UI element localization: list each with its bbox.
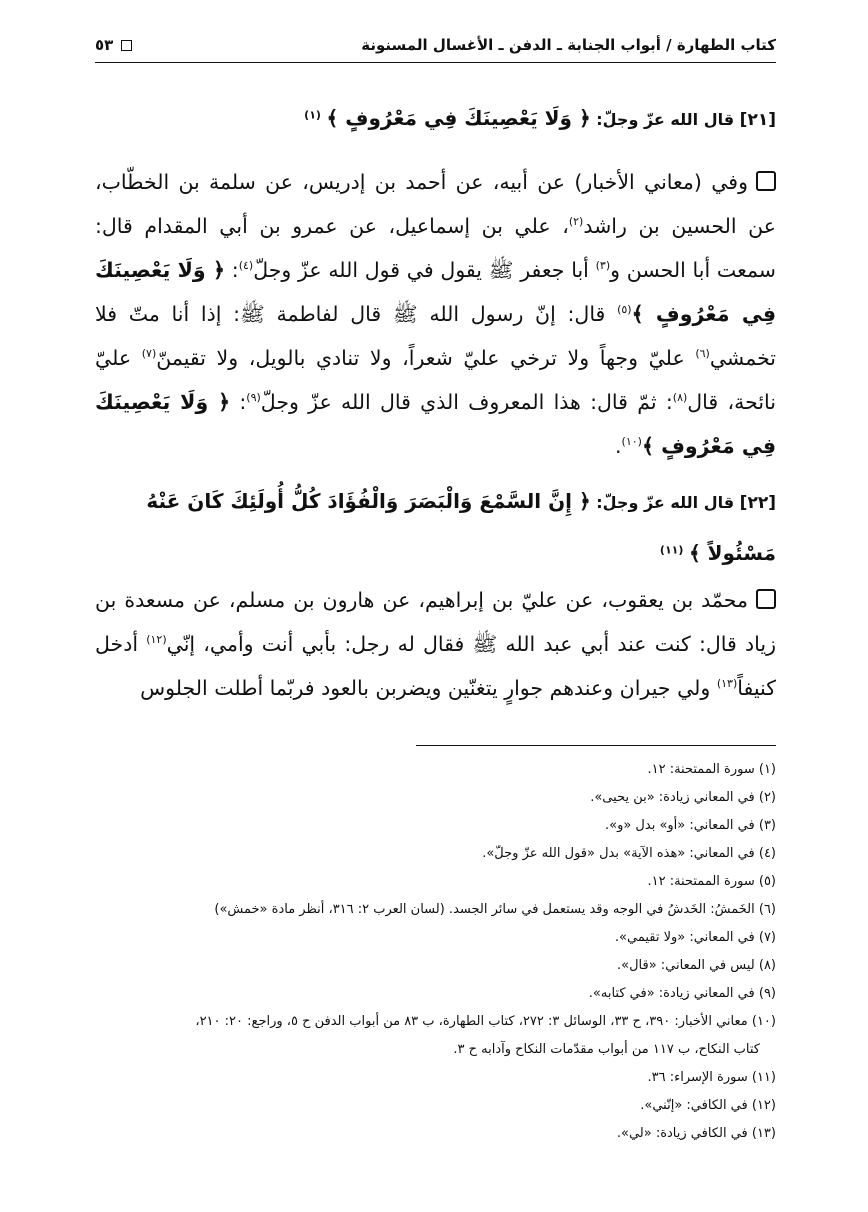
text-run: ، علي بن إسماعيل، عن عمرو بن أبي المقدام قال: سمعت أبا الحسن و	[95, 214, 776, 282]
footnote-ref: (٤)	[238, 259, 254, 273]
section-number: [٢٢]	[739, 493, 776, 513]
heading-verse: ﴿ إِنَّ السَّمْعَ وَالْبَصَرَ وَالْفُؤَادَ كُلُّ أُولَئِكَ كَانَ عَنْهُ مَسْئُولاً ﴾	[146, 489, 776, 565]
footnote-ref: (٣)	[595, 259, 611, 273]
text-run: :	[225, 258, 239, 282]
text-run: أبا جعفر ﷺ يقول في قول الله عزّ وجلّ	[253, 258, 596, 282]
footnote: (١٣) في الكافي زيادة: «لي».	[616, 1126, 776, 1141]
footnote: (٣) في المعاني: «أو» بدل «و».	[604, 818, 776, 833]
running-header	[95, 32, 776, 58]
square-bullet-icon	[756, 589, 776, 609]
paragraph-text	[95, 588, 776, 700]
footnote-ref: (١)	[304, 108, 321, 122]
footnote: (١) سورة الممتحنة: ١٢.	[647, 762, 776, 777]
text-run: محمّد بن يعقوب، عن عليّ بن إبراهيم، عن هارون بن مسلم، عن مسعدة بن زياد قال: كنت عند أبي عبد الله ﷺ فقال له رجل: بأبي أنت وأمي، إنّي	[95, 588, 776, 656]
footnote: (١٢) في الكافي: «إنّني».	[640, 1098, 776, 1113]
footnote-ref: (١٢)	[146, 633, 167, 647]
footnote-ref: (٥)	[617, 303, 632, 317]
footnote-ref: (٢)	[568, 215, 584, 229]
running-header-title: كتاب الطهارة / أبواب الجنابة ـ الدفن ـ الأغسال المسنونة	[361, 36, 776, 54]
text-run: .	[615, 434, 622, 458]
footnotes	[95, 756, 776, 1148]
footnote: (٦) الخَمشُ: الخَدشُ في الوجه وقد يستعمل في سائر الجسد. (لسان العرب ٢: ٣١٦، أنظر مادة «خمش»)	[214, 902, 776, 917]
heading-intro: قال الله عزّ وجلّ:	[596, 110, 735, 129]
text-run: أدخل كنيفاً	[95, 632, 776, 700]
footnote-ref: (١١)	[659, 543, 684, 557]
text-run: :	[230, 390, 247, 414]
quran-verse: ﴿ وَلَا يَعْصِينَكَ فِي مَعْرُوفٍ ﴾	[95, 390, 776, 458]
square-bullet-icon	[756, 171, 776, 191]
header-rule	[95, 62, 776, 63]
footnote	[95, 1008, 776, 1064]
heading-intro: قال الله عزّ وجلّ:	[596, 493, 735, 512]
page-number-box	[95, 36, 132, 54]
footnote: (١١) سورة الإسراء: ٣٦.	[647, 1070, 776, 1085]
footnote-separator	[416, 745, 776, 746]
section-heading-22	[95, 476, 776, 580]
footnote-ref: (٩)	[246, 391, 261, 405]
text-run: قال: إنّ رسول الله ﷺ قال لفاطمة ﷺ: إذا أنا متّ فلا تخمشي	[95, 302, 777, 370]
footnote-continuation: كتاب النكاح، ب ١١٧ من أبواب مقدّمات النكاح وآدابه ح ٣.	[453, 1042, 760, 1057]
footnote-ref: (٦)	[695, 347, 710, 361]
text-run: : ثمّ قال: هذا المعروف الذي قال الله عزّ وجلّ	[260, 390, 673, 414]
footnote: (٩) في المعاني زيادة: «في كتابه».	[588, 986, 776, 1001]
text-run: عليّ وجهاً ولا ترخي عليّ شعراً، ولا تنادي بالويل، ولا تقيمنّ	[156, 346, 696, 370]
footnote: (٧) في المعاني: «ولا تقيمي».	[614, 930, 776, 945]
footnote: (٢) في المعاني زيادة: «بن يحيى».	[590, 790, 776, 805]
paragraph-section-22	[95, 578, 776, 710]
quran-verse: ﴿ وَلَا يَعْصِينَكَ فِي مَعْرُوفٍ ﴾	[95, 258, 776, 326]
footnote-line: (١٠) معاني الأخبار: ٣٩٠، ح ٣٣، الوسائل ٣: ٢٧٢، كتاب الطهارة، ب ٨٣ من أبواب الدفن ح ٥، وراجع: ٢٠: ٢١٠،	[195, 1014, 776, 1029]
section-heading-21	[95, 96, 776, 142]
footnote: (٨) ليس في المعاني: «قال».	[617, 958, 776, 973]
page-number: ٥٣	[95, 36, 114, 54]
footnote: (٥) سورة الممتحنة: ١٢.	[647, 874, 776, 889]
footnote-ref: (١٣)	[716, 677, 738, 691]
text-run: عليّ نائحة، قال	[95, 346, 776, 414]
paragraph-text	[95, 170, 776, 458]
paragraph-section-21	[95, 160, 776, 468]
text-run: وفي (معاني الأخبار) عن أبيه، عن أحمد بن إدريس، عن سلمة بن الخطّاب، عن الحسين بن راشد	[95, 170, 776, 238]
section-number: [٢١]	[739, 110, 776, 130]
footnote: (٤) في المعاني: «هذه الآية» بدل «قول الله عزّ وجلّ».	[482, 846, 776, 861]
square-ornament-icon	[121, 40, 132, 51]
footnote-ref: (٨)	[672, 391, 688, 405]
text-run: ولي جيران وعندهم جوارٍ يتغنّين ويضربن بالعود فربّما أطلت الجلوس	[140, 676, 717, 700]
footnote-ref: (٧)	[141, 347, 157, 361]
heading-verse: ﴿ وَلَا يَعْصِينَكَ فِي مَعْرُوفٍ ﴾	[326, 106, 591, 130]
footnote-ref: (١٠)	[621, 435, 642, 449]
